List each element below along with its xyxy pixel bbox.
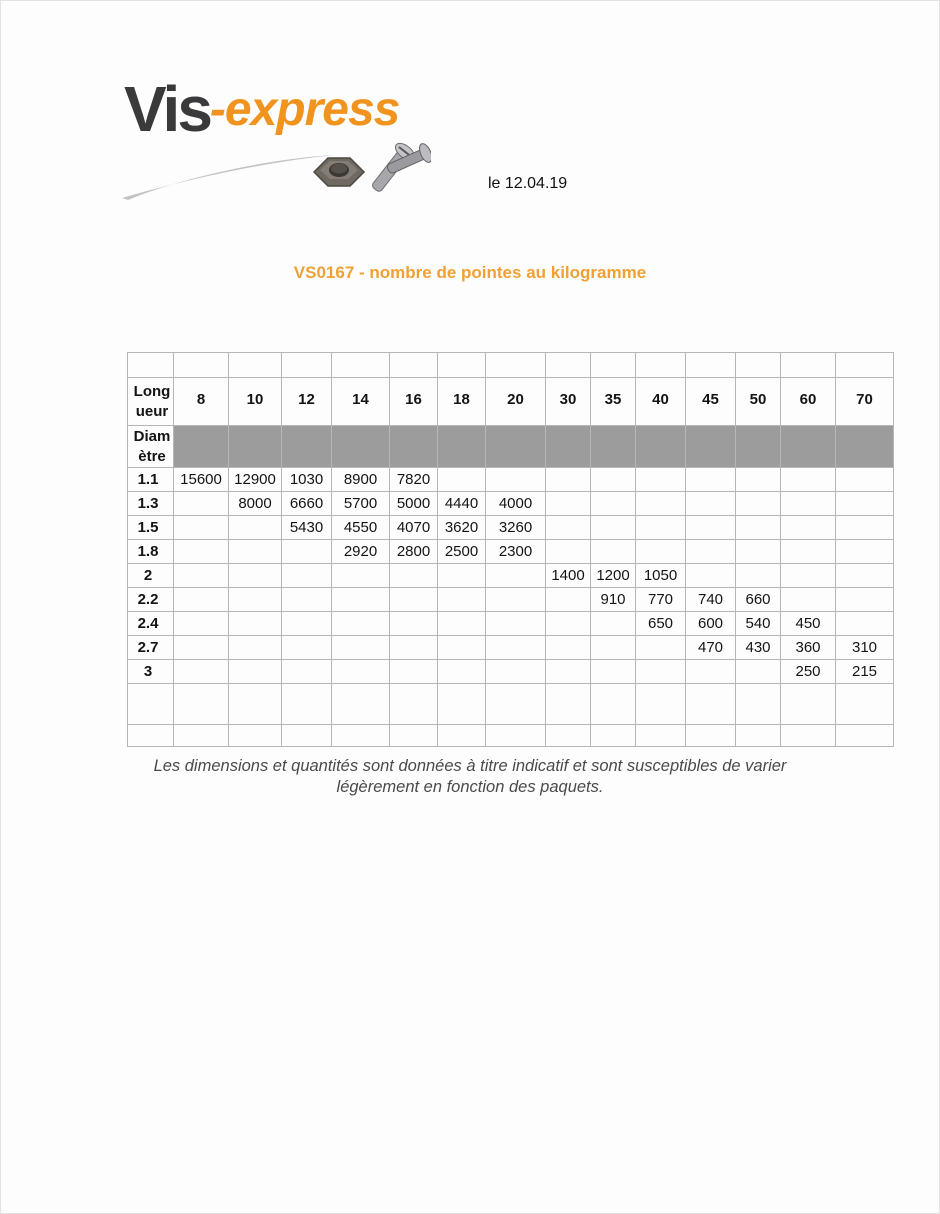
- empty-cell: [736, 468, 781, 492]
- empty-cell: [174, 353, 229, 378]
- empty-cell: [636, 636, 686, 660]
- empty-cell: [128, 684, 174, 725]
- empty-cell: [438, 353, 486, 378]
- empty-cell: [781, 492, 836, 516]
- empty-cell: [332, 588, 390, 612]
- empty-cell: [229, 660, 282, 684]
- empty-cell: [486, 612, 546, 636]
- column-header-8: 8: [174, 378, 229, 426]
- value-cell: 450: [781, 612, 836, 636]
- empty-cell: [636, 540, 686, 564]
- empty-cell: [546, 660, 591, 684]
- empty-cell: [282, 725, 332, 747]
- value-cell: 4070: [390, 516, 438, 540]
- table-row: [128, 540, 894, 564]
- value-cell: 4550: [332, 516, 390, 540]
- empty-cell: [174, 684, 229, 725]
- column-header-50: 50: [736, 378, 781, 426]
- value-cell: 470: [686, 636, 736, 660]
- empty-cell: [174, 492, 229, 516]
- value-cell: 910: [591, 588, 636, 612]
- column-header-14: 14: [332, 378, 390, 426]
- empty-cell: [332, 684, 390, 725]
- empty-cell: [486, 725, 546, 747]
- value-cell: 430: [736, 636, 781, 660]
- empty-cell: [591, 612, 636, 636]
- column-header-45: 45: [686, 378, 736, 426]
- band-cell: [636, 426, 686, 468]
- row-label-1.1: 1.1: [128, 468, 174, 492]
- empty-cell: [736, 516, 781, 540]
- table-row: [128, 660, 894, 684]
- row-label-1.8: 1.8: [128, 540, 174, 564]
- empty-cell: [282, 684, 332, 725]
- empty-cell: [686, 660, 736, 684]
- value-cell: 6660: [282, 492, 332, 516]
- empty-cell: [836, 612, 894, 636]
- table-row: [128, 725, 894, 747]
- column-header-30: 30: [546, 378, 591, 426]
- band-cell: [174, 426, 229, 468]
- empty-cell: [836, 516, 894, 540]
- empty-cell: [636, 492, 686, 516]
- column-header-40: 40: [636, 378, 686, 426]
- value-cell: 3620: [438, 516, 486, 540]
- value-cell: 8000: [229, 492, 282, 516]
- band-cell: [836, 426, 894, 468]
- value-cell: 770: [636, 588, 686, 612]
- empty-cell: [781, 516, 836, 540]
- row-label-2.2: 2.2: [128, 588, 174, 612]
- empty-cell: [636, 468, 686, 492]
- empty-cell: [591, 636, 636, 660]
- empty-cell: [174, 660, 229, 684]
- empty-cell: [282, 636, 332, 660]
- value-cell: 4000: [486, 492, 546, 516]
- empty-cell: [781, 468, 836, 492]
- empty-cell: [591, 684, 636, 725]
- value-cell: 5000: [390, 492, 438, 516]
- empty-cell: [438, 636, 486, 660]
- column-header-16: 16: [390, 378, 438, 426]
- empty-cell: [686, 725, 736, 747]
- value-cell: 5700: [332, 492, 390, 516]
- empty-cell: [781, 353, 836, 378]
- nut-and-screws-icon: [306, 134, 431, 202]
- band-cell: [686, 426, 736, 468]
- value-cell: 5430: [282, 516, 332, 540]
- empty-cell: [636, 516, 686, 540]
- empty-cell: [438, 725, 486, 747]
- empty-cell: [686, 468, 736, 492]
- empty-cell: [686, 540, 736, 564]
- value-cell: 8900: [332, 468, 390, 492]
- empty-cell: [229, 612, 282, 636]
- empty-cell: [282, 353, 332, 378]
- empty-cell: [438, 684, 486, 725]
- empty-cell: [736, 353, 781, 378]
- empty-cell: [282, 588, 332, 612]
- band-cell: [229, 426, 282, 468]
- empty-cell: [736, 684, 781, 725]
- empty-cell: [390, 353, 438, 378]
- row-label-3: 3: [128, 660, 174, 684]
- empty-cell: [332, 612, 390, 636]
- value-cell: 2500: [438, 540, 486, 564]
- row-label-2: 2: [128, 564, 174, 588]
- empty-cell: [736, 660, 781, 684]
- empty-cell: [836, 564, 894, 588]
- value-cell: 310: [836, 636, 894, 660]
- empty-cell: [229, 636, 282, 660]
- corner-label-diametre: Diamètre: [128, 426, 174, 468]
- empty-cell: [390, 725, 438, 747]
- empty-cell: [282, 540, 332, 564]
- empty-cell: [390, 684, 438, 725]
- empty-cell: [174, 564, 229, 588]
- empty-cell: [486, 564, 546, 588]
- row-label-2.7: 2.7: [128, 636, 174, 660]
- empty-cell: [486, 588, 546, 612]
- empty-cell: [836, 492, 894, 516]
- page-title: VS0167 - nombre de pointes au kilogramme: [293, 263, 647, 282]
- column-header-35: 35: [591, 378, 636, 426]
- empty-cell: [781, 588, 836, 612]
- empty-cell: [736, 564, 781, 588]
- column-header-70: 70: [836, 378, 894, 426]
- table-row: [128, 516, 894, 540]
- vis-express-logo: [124, 72, 434, 192]
- row-label-1.5: 1.5: [128, 516, 174, 540]
- empty-cell: [636, 725, 686, 747]
- band-cell: [282, 426, 332, 468]
- band-cell: [332, 426, 390, 468]
- empty-cell: [229, 725, 282, 747]
- empty-cell: [591, 540, 636, 564]
- empty-cell: [636, 684, 686, 725]
- empty-cell: [686, 564, 736, 588]
- empty-cell: [282, 660, 332, 684]
- empty-cell: [736, 540, 781, 564]
- band-cell: [591, 426, 636, 468]
- value-cell: 15600: [174, 468, 229, 492]
- empty-cell: [591, 516, 636, 540]
- table-row: [128, 468, 894, 492]
- empty-cell: [128, 353, 174, 378]
- empty-cell: [282, 612, 332, 636]
- value-cell: 3260: [486, 516, 546, 540]
- empty-cell: [686, 353, 736, 378]
- empty-cell: [736, 725, 781, 747]
- empty-cell: [686, 684, 736, 725]
- empty-cell: [781, 684, 836, 725]
- empty-cell: [591, 725, 636, 747]
- band-cell: [390, 426, 438, 468]
- empty-cell: [546, 612, 591, 636]
- empty-cell: [174, 588, 229, 612]
- empty-cell: [390, 588, 438, 612]
- empty-cell: [591, 353, 636, 378]
- empty-cell: [546, 684, 591, 725]
- empty-cell: [546, 636, 591, 660]
- empty-cell: [438, 564, 486, 588]
- empty-cell: [591, 660, 636, 684]
- empty-cell: [546, 492, 591, 516]
- value-cell: 660: [736, 588, 781, 612]
- empty-cell: [636, 660, 686, 684]
- table-row: [128, 684, 894, 725]
- value-cell: 4440: [438, 492, 486, 516]
- value-cell: 1400: [546, 564, 591, 588]
- empty-cell: [486, 684, 546, 725]
- empty-cell: [591, 468, 636, 492]
- column-header-10: 10: [229, 378, 282, 426]
- table-row: [128, 636, 894, 660]
- empty-cell: [486, 660, 546, 684]
- footer-note: Les dimensions et quantités sont données à titre indicatif et sont susceptibles de varier légèrement en fonction des paquets.: [153, 757, 787, 796]
- logo-text-vis: Vis: [124, 73, 210, 145]
- empty-cell: [390, 612, 438, 636]
- column-header-12: 12: [282, 378, 332, 426]
- logo-text-express: -express: [209, 83, 400, 136]
- value-cell: 215: [836, 660, 894, 684]
- value-cell: 1050: [636, 564, 686, 588]
- empty-cell: [438, 660, 486, 684]
- empty-cell: [229, 684, 282, 725]
- value-cell: 2300: [486, 540, 546, 564]
- value-cell: 1030: [282, 468, 332, 492]
- empty-cell: [486, 636, 546, 660]
- empty-cell: [332, 636, 390, 660]
- empty-cell: [438, 612, 486, 636]
- band-cell: [546, 426, 591, 468]
- empty-cell: [836, 725, 894, 747]
- empty-cell: [390, 564, 438, 588]
- value-cell: 600: [686, 612, 736, 636]
- band-cell: [486, 426, 546, 468]
- value-cell: 540: [736, 612, 781, 636]
- empty-cell: [546, 353, 591, 378]
- value-cell: 12900: [229, 468, 282, 492]
- value-cell: 360: [781, 636, 836, 660]
- empty-cell: [836, 540, 894, 564]
- empty-cell: [390, 636, 438, 660]
- table-row: [128, 426, 894, 468]
- value-cell: 2800: [390, 540, 438, 564]
- empty-cell: [229, 353, 282, 378]
- table-row: [128, 492, 894, 516]
- table-row: [128, 612, 894, 636]
- empty-cell: [332, 725, 390, 747]
- empty-cell: [836, 588, 894, 612]
- empty-cell: [591, 492, 636, 516]
- empty-cell: [174, 636, 229, 660]
- empty-cell: [332, 564, 390, 588]
- empty-cell: [332, 660, 390, 684]
- empty-cell: [229, 516, 282, 540]
- empty-cell: [332, 353, 390, 378]
- table-row: [128, 378, 894, 426]
- band-cell: [438, 426, 486, 468]
- empty-cell: [636, 353, 686, 378]
- band-cell: [781, 426, 836, 468]
- empty-cell: [438, 468, 486, 492]
- empty-cell: [174, 612, 229, 636]
- empty-cell: [781, 725, 836, 747]
- empty-cell: [546, 540, 591, 564]
- table-row: [128, 588, 894, 612]
- empty-cell: [229, 564, 282, 588]
- value-cell: 7820: [390, 468, 438, 492]
- value-cell: 1200: [591, 564, 636, 588]
- empty-cell: [229, 540, 282, 564]
- empty-cell: [174, 540, 229, 564]
- date-label: le 12.04.19: [488, 175, 568, 192]
- empty-cell: [174, 516, 229, 540]
- empty-cell: [546, 588, 591, 612]
- empty-cell: [781, 564, 836, 588]
- value-cell: 2920: [332, 540, 390, 564]
- empty-cell: [836, 468, 894, 492]
- row-label-2.4: 2.4: [128, 612, 174, 636]
- table-row: [128, 353, 894, 378]
- empty-cell: [486, 353, 546, 378]
- empty-cell: [486, 468, 546, 492]
- empty-cell: [546, 725, 591, 747]
- column-header-20: 20: [486, 378, 546, 426]
- column-header-60: 60: [781, 378, 836, 426]
- empty-cell: [736, 492, 781, 516]
- pointes-per-kg-table: [127, 352, 894, 747]
- empty-cell: [836, 353, 894, 378]
- row-label-1.3: 1.3: [128, 492, 174, 516]
- empty-cell: [229, 588, 282, 612]
- value-cell: 740: [686, 588, 736, 612]
- table-row: [128, 564, 894, 588]
- empty-cell: [128, 725, 174, 747]
- corner-label-longueur: Longueur: [128, 378, 174, 426]
- empty-cell: [174, 725, 229, 747]
- empty-cell: [546, 468, 591, 492]
- value-cell: 250: [781, 660, 836, 684]
- column-header-18: 18: [438, 378, 486, 426]
- value-cell: 650: [636, 612, 686, 636]
- empty-cell: [686, 492, 736, 516]
- logo-swoosh: [122, 154, 337, 200]
- band-cell: [736, 426, 781, 468]
- empty-cell: [836, 684, 894, 725]
- empty-cell: [390, 660, 438, 684]
- empty-cell: [438, 588, 486, 612]
- empty-cell: [686, 516, 736, 540]
- empty-cell: [781, 540, 836, 564]
- empty-cell: [546, 516, 591, 540]
- empty-cell: [282, 564, 332, 588]
